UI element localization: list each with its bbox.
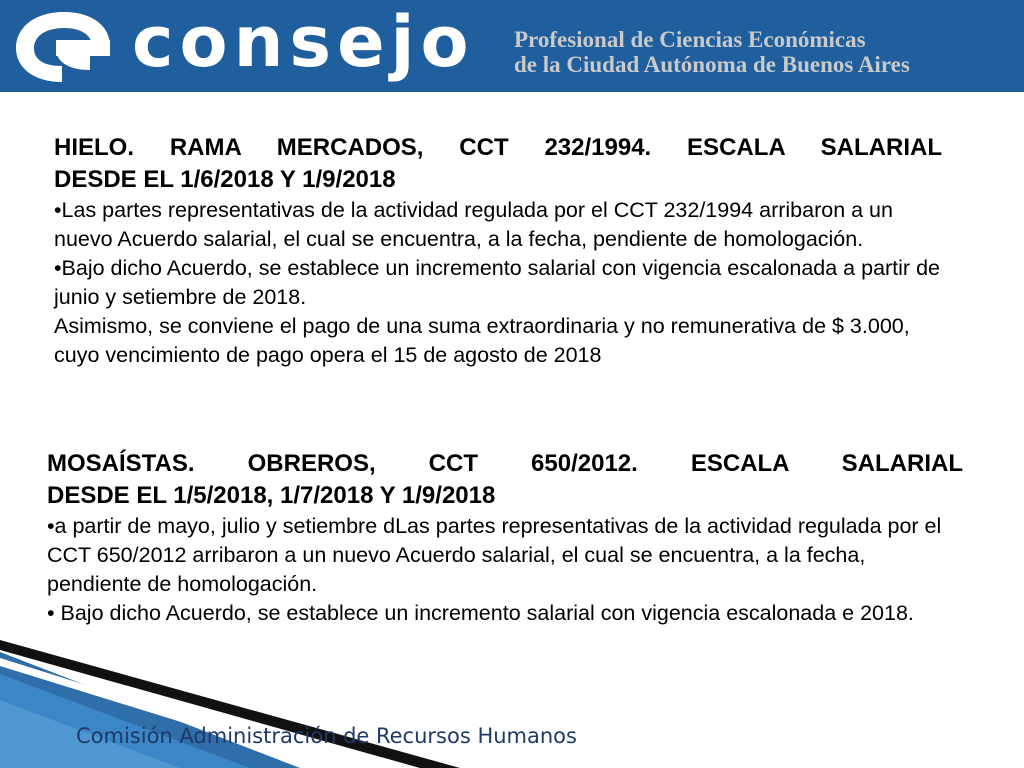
section-hielo bbox=[54, 132, 942, 370]
consejo-logo-icon bbox=[6, 4, 124, 88]
section-mosaistas bbox=[47, 448, 963, 628]
section-mosaistas-title bbox=[47, 448, 963, 512]
section-hielo-title-line2: DESDE EL 1/6/2018 Y 1/9/2018 bbox=[54, 166, 396, 193]
header-subtitle bbox=[514, 27, 910, 77]
header-banner bbox=[0, 0, 1024, 92]
header-subtitle-line2: de la Ciudad Autónoma de Buenos Aires bbox=[514, 52, 910, 77]
section-hielo-paragraph-2: •Bajo dicho Acuerdo, se establece un incremento salarial con vigencia escalonada a partir de junio y setiembre de 2018. bbox=[54, 256, 940, 309]
section-mosaistas-title-line2: DESDE EL 1/5/2018, 1/7/2018 Y 1/9/2018 bbox=[47, 482, 496, 509]
brand-name: consejo bbox=[132, 1, 475, 83]
decorative-stripes bbox=[0, 640, 460, 768]
header-subtitle-line1: Profesional de Ciencias Económicas bbox=[514, 27, 866, 52]
section-hielo-title-line1: HIELO. RAMA MERCADOS, CCT 232/1994. ESCALA SALARIAL bbox=[54, 134, 942, 161]
section-hielo-title bbox=[54, 132, 942, 196]
section-hielo-paragraph-3: Asimismo, se conviene el pago de una suma extraordinaria y no remunerativa de $ 3.000, cuyo vencimiento de pago opera el 15 de agosto de 2018 bbox=[54, 314, 910, 367]
section-mosaistas-paragraph-1: •a partir de mayo, julio y setiembre dLas partes representativas de la actividad regulada por el CCT 650/2012 arribaron a un nuevo Acuerdo salarial, el cual se encuentra, a la fecha, pendiente de homologación. bbox=[47, 514, 942, 596]
section-mosaistas-paragraph-2: • Bajo dicho Acuerdo, se establece un incremento salarial con vigencia escalonada e 2018. bbox=[47, 601, 914, 625]
section-hielo-paragraph-1: •Las partes representativas de la actividad regulada por el CCT 232/1994 arribaron a un nuevo Acuerdo salarial, el cual se encuentra, a la fecha, pendiente de homologación. bbox=[54, 198, 893, 251]
footer-text: Comisión Administración de Recursos Humanos bbox=[76, 724, 577, 748]
section-mosaistas-title-line1: MOSAÍSTAS. OBREROS, CCT 650/2012. ESCALA SALARIAL bbox=[47, 450, 963, 477]
